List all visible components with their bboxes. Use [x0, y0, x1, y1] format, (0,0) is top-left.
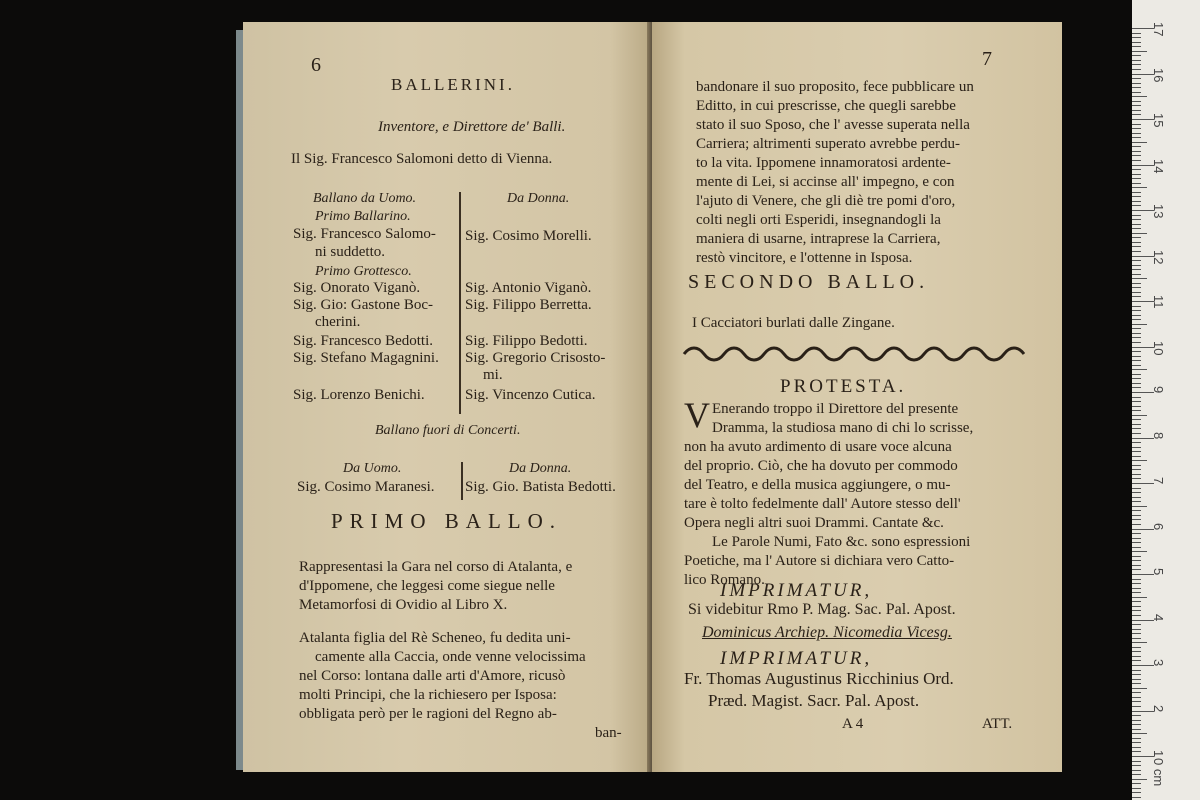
ruler-number: 2 [1151, 704, 1166, 712]
at-line-6: ban- [595, 725, 622, 741]
ruler-tick [1132, 64, 1141, 65]
pb-line-1: Rappresentasi la Gara nel corso di Atalanta, e [299, 559, 573, 575]
body-line-10: restò vincitore, e l'ottenne in Isposa. [696, 250, 913, 266]
ruler-number: 10 [1151, 340, 1166, 355]
name-l6: Sig. Lorenzo Benichi. [293, 387, 425, 403]
name-r1: Sig. Cosimo Morelli. [465, 228, 592, 244]
ruler-tick [1132, 196, 1141, 197]
ruler-tick [1132, 588, 1141, 589]
ruler-tick [1132, 242, 1141, 243]
ruler-tick [1132, 428, 1141, 429]
ruler-tick [1132, 770, 1141, 771]
ruler-tick [1132, 774, 1141, 775]
ruler-number: 4 [1151, 613, 1166, 621]
body-line-6: mente di Lei, si accinse all' impegno, e con [696, 174, 955, 190]
ruler-tick [1132, 337, 1141, 338]
ruler-tick [1132, 592, 1141, 593]
ruler-tick [1132, 656, 1141, 657]
ruler-tick [1132, 78, 1141, 79]
ruler-tick [1132, 124, 1141, 125]
ruler-tick [1132, 751, 1141, 752]
name-r6: Sig. Vincenzo Cutica. [465, 387, 596, 403]
ruler-number: 16 [1151, 67, 1166, 82]
ruler-number: 5 [1151, 568, 1166, 576]
ruler-tick [1132, 401, 1141, 402]
name-l1: Sig. Francesco Salomo- [293, 226, 436, 242]
ruler-tick [1132, 683, 1141, 684]
ruler-tick [1132, 356, 1141, 357]
ruler-tick [1132, 724, 1141, 725]
primo-grottesco: Primo Grottesco. [315, 264, 412, 279]
body-line-8: colti negli orti Esperidi, insegnandogli la [696, 212, 941, 228]
ruler-tick [1132, 137, 1141, 138]
body-line-2: Editto, in cui prescrisse, che quegli sarebbe [696, 98, 956, 114]
ruler-tick [1132, 660, 1141, 661]
ruler-tick [1132, 670, 1141, 671]
ruler-tick [1132, 542, 1141, 543]
ruler-tick [1132, 638, 1141, 639]
ruler-tick [1132, 783, 1141, 784]
ruler-tick [1132, 424, 1141, 425]
ruler-tick [1132, 451, 1141, 452]
ruler-tick [1132, 465, 1141, 466]
ruler-tick [1132, 733, 1147, 734]
ruler-tick [1132, 560, 1141, 561]
fuori-divider [461, 462, 463, 500]
ruler-tick [1132, 701, 1141, 702]
ruler-tick [1132, 433, 1141, 434]
ruler-tick [1132, 383, 1141, 384]
ruler-tick [1132, 488, 1141, 489]
ruler-tick [1132, 738, 1141, 739]
ruler-tick [1132, 265, 1141, 266]
ruler-tick [1132, 515, 1141, 516]
ruler-tick [1132, 469, 1141, 470]
protesta-line-3: non ha avuto ardimento di usare voce alcuna [684, 439, 952, 455]
ruler-tick [1132, 105, 1141, 106]
signature-mark: A 4 [842, 716, 864, 732]
ruler-tick [1132, 151, 1141, 152]
ruler-tick [1132, 478, 1141, 479]
protesta-line-10: lico Romano. [684, 572, 765, 588]
ruler-number: 6 [1151, 522, 1166, 530]
ruler-tick [1132, 765, 1141, 766]
ruler-tick [1132, 610, 1141, 611]
ruler-tick [1132, 761, 1141, 762]
protesta-line-6: tare è tolto fedelmente dall' Autore stesso dell' [684, 496, 961, 512]
at-line-1: Atalanta figlia del Rè Scheneo, fu dedita uni- [299, 630, 571, 646]
imprimatur-2: IMPRIMATUR, [720, 648, 873, 669]
ruler-tick [1132, 387, 1141, 388]
body-line-3: stato il suo Sposo, che l' avesse superata nella [696, 117, 970, 133]
ruler-tick [1132, 360, 1141, 361]
ruler-tick [1132, 369, 1147, 370]
ruler-tick [1132, 747, 1141, 748]
ruler-tick [1132, 169, 1141, 170]
col-left-head: Ballano da Uomo. [313, 191, 417, 206]
ornament-band [680, 344, 1025, 364]
ruler-tick [1132, 96, 1147, 97]
ruler-tick [1132, 110, 1141, 111]
ruler-tick [1132, 779, 1147, 780]
name-l1b: ni suddetto. [315, 244, 385, 260]
ruler-tick [1132, 501, 1141, 502]
protesta-line-8: Le Parole Numi, Fato &c. sono espressioni [712, 534, 971, 550]
imprimatur-2-line-1: Fr. Thomas Augustinus Ricchinius Ord. [684, 669, 954, 688]
ruler-tick [1132, 442, 1141, 443]
ruler-number: 1 [1151, 750, 1166, 758]
body-line-1: bandonare il suo proposito, fece pubblicare un [696, 79, 974, 95]
ruler-tick [1132, 720, 1141, 721]
name-r4: Sig. Filippo Bedotti. [465, 333, 588, 349]
protesta-line-4: del proprio. Ciò, che ha dovuto per commodo [684, 458, 958, 474]
ruler-tick [1132, 92, 1141, 93]
ruler-tick [1132, 674, 1141, 675]
ruler-tick [1132, 128, 1141, 129]
imprimatur-2-line-2: Præd. Magist. Sacr. Pal. Apost. [708, 691, 920, 710]
heading-ballerini: BALLERINI. [391, 75, 515, 94]
name-l5: Sig. Stefano Magagnini. [293, 350, 439, 366]
protesta-line-9: Poetiche, ma l' Autore si dichiara vero Catto- [684, 553, 955, 569]
name-l3b: cherini. [315, 314, 361, 330]
ruler-tick [1132, 178, 1141, 179]
ruler-tick [1132, 447, 1141, 448]
primo-ballo-heading: PRIMO BALLO. [331, 509, 563, 533]
name-l4: Sig. Francesco Bedotti. [293, 333, 433, 349]
ruler-tick [1132, 519, 1141, 520]
fuori-right-head: Da Donna. [509, 461, 572, 476]
ruler-number: 14 [1151, 158, 1166, 173]
secondo-ballo-heading: SECONDO BALLO. [688, 271, 930, 293]
ruler-tick [1132, 183, 1141, 184]
ruler-tick [1132, 160, 1141, 161]
ruler-tick [1132, 201, 1141, 202]
ruler-tick [1132, 333, 1141, 334]
ruler-tick [1132, 474, 1141, 475]
measurement-ruler [1132, 0, 1200, 800]
fuori-right-name: Sig. Gio. Batista Bedotti. [465, 479, 616, 495]
ruler-tick [1132, 342, 1141, 343]
ruler-tick [1132, 692, 1141, 693]
ruler-tick [1132, 192, 1141, 193]
at-line-3: nel Corso: lontana dalle arti d'Amore, ricusò [299, 668, 566, 684]
fuori-left-name: Sig. Cosimo Maranesi. [297, 479, 435, 495]
fuori-heading: Ballano fuori di Concerti. [375, 423, 521, 438]
ruler-tick [1132, 706, 1141, 707]
ruler-tick [1132, 251, 1141, 252]
right-page [652, 22, 1062, 772]
body-line-9: maniera di usarne, intraprese la Carriera, [696, 231, 941, 247]
ruler-tick [1132, 142, 1147, 143]
subheading: Inventore, e Direttore de' Balli. [378, 119, 566, 135]
protesta-line-2: Dramma, la studiosa mano di chi lo scrisse, [712, 420, 974, 436]
ruler-tick [1132, 788, 1141, 789]
ruler-tick [1132, 460, 1147, 461]
ruler-tick [1132, 492, 1141, 493]
ruler-tick [1132, 46, 1141, 47]
imprimatur-1-signature: Dominicus Archiep. Nicomedia Vicesg. [702, 624, 952, 641]
ruler-tick [1132, 629, 1141, 630]
ruler-tick [1132, 114, 1141, 115]
ruler-tick [1132, 246, 1141, 247]
ruler-tick [1132, 506, 1147, 507]
page-number: 7 [982, 48, 992, 70]
ruler-tick [1132, 524, 1141, 525]
page-number: 6 [311, 54, 321, 76]
ruler-tick [1132, 510, 1141, 511]
ruler-tick [1132, 533, 1141, 534]
protesta-line-5: del Teatro, e della musica aggiungere, o mu- [684, 477, 951, 493]
name-r5: Sig. Gregorio Crisosto- [465, 350, 606, 366]
ruler-tick [1132, 597, 1147, 598]
name-l2: Sig. Onorato Viganò. [293, 280, 421, 296]
ruler-tick [1132, 378, 1141, 379]
at-line-4: molti Principi, che la richiesero per Isposa: [299, 687, 557, 703]
ruler-tick [1132, 797, 1141, 798]
body-line-5: to la vita. Ippomene innamoratosi ardente- [696, 155, 951, 171]
imprimatur-1: IMPRIMATUR, [720, 580, 873, 601]
ruler-number: 3 [1151, 659, 1166, 667]
ruler-tick [1132, 569, 1141, 570]
ruler-tick [1132, 42, 1141, 43]
column-divider [459, 192, 461, 414]
ruler-tick [1132, 606, 1141, 607]
ruler-tick [1132, 633, 1141, 634]
ruler-tick [1132, 547, 1141, 548]
ruler-tick [1132, 729, 1141, 730]
ruler-number: 8 [1151, 431, 1166, 439]
ruler-tick [1132, 37, 1141, 38]
ruler-tick [1132, 219, 1141, 220]
ruler-tick [1132, 205, 1141, 206]
pb-line-3: Metamorfosi di Ovidio al Libro X. [299, 597, 508, 613]
ruler-number: 7 [1151, 477, 1166, 485]
protesta-heading: PROTESTA. [780, 376, 907, 397]
ruler-tick [1132, 260, 1141, 261]
ruler-tick [1132, 410, 1141, 411]
ruler-tick [1132, 688, 1147, 689]
ruler-tick [1132, 224, 1141, 225]
ruler-unit: 0 cm [1151, 758, 1166, 787]
ruler-tick [1132, 174, 1141, 175]
ruler-number: 17 [1151, 22, 1166, 37]
col-right-head: Da Donna. [507, 191, 570, 206]
protesta-line-1: Enerando troppo il Direttore del presente [712, 401, 959, 417]
primo-ballarino: Primo Ballarino. [315, 209, 411, 224]
ruler-tick [1132, 55, 1141, 56]
ruler-tick [1132, 87, 1141, 88]
drop-cap: V [684, 395, 710, 435]
ruler-tick [1132, 324, 1147, 325]
ruler-tick [1132, 374, 1141, 375]
ruler-tick [1132, 155, 1141, 156]
protesta-line-7: Opera negli altri suoi Drammi. Cantate &c. [684, 515, 944, 531]
ruler-tick [1132, 419, 1141, 420]
ruler-tick [1132, 397, 1141, 398]
ruler-tick [1132, 456, 1141, 457]
ruler-number: 15 [1151, 113, 1166, 128]
ruler-tick [1132, 146, 1141, 147]
imprimatur-1-line: Si videbitur Rmo P. Mag. Sac. Pal. Apost. [688, 601, 956, 618]
ruler-tick [1132, 601, 1141, 602]
ruler-number: 12 [1151, 249, 1166, 264]
ruler-tick [1132, 237, 1141, 238]
ruler-tick [1132, 556, 1141, 557]
ruler-tick [1132, 679, 1141, 680]
at-line-2: camente alla Caccia, onde venne velocissima [315, 649, 586, 665]
ruler-tick [1132, 792, 1141, 793]
ruler-tick [1132, 278, 1147, 279]
ruler-tick [1132, 228, 1141, 229]
ruler-tick [1132, 406, 1141, 407]
pb-line-2: d'Ippomene, che leggesi come siegue nelle [299, 578, 555, 594]
ruler-tick [1132, 296, 1141, 297]
ruler-tick [1132, 351, 1141, 352]
director-line: Il Sig. Francesco Salomoni detto di Vienna. [291, 151, 553, 167]
ruler-tick [1132, 642, 1147, 643]
name-r3: Sig. Filippo Berretta. [465, 297, 592, 313]
ruler-tick [1132, 133, 1141, 134]
ruler-tick [1132, 615, 1141, 616]
ruler-tick [1132, 269, 1141, 270]
fuori-left-head: Da Uomo. [343, 461, 402, 476]
ruler-tick [1132, 33, 1141, 34]
ruler-tick [1132, 306, 1141, 307]
ruler-tick [1132, 310, 1141, 311]
name-l3: Sig. Gio: Gastone Boc- [293, 297, 433, 313]
at-line-5: obbligata però per le ragioni del Regno ab- [299, 706, 557, 722]
ruler-tick [1132, 697, 1141, 698]
ruler-tick [1132, 624, 1141, 625]
ruler-tick [1132, 551, 1147, 552]
ruler-number: 11 [1151, 295, 1166, 309]
ruler-tick [1132, 415, 1147, 416]
ruler-tick [1132, 579, 1141, 580]
ruler-tick [1132, 315, 1141, 316]
ruler-tick [1132, 647, 1141, 648]
ruler-tick [1132, 538, 1141, 539]
ruler-tick [1132, 215, 1141, 216]
ruler-tick [1132, 233, 1147, 234]
ruler-tick [1132, 101, 1141, 102]
ruler-tick [1132, 328, 1141, 329]
ruler-tick [1132, 287, 1141, 288]
ruler-tick [1132, 319, 1141, 320]
ruler-tick [1132, 60, 1141, 61]
left-page [243, 22, 651, 772]
ruler-number: 13 [1151, 204, 1166, 219]
name-r2: Sig. Antonio Viganò. [465, 280, 592, 296]
ruler-tick [1132, 715, 1141, 716]
ruler-tick [1132, 292, 1141, 293]
ruler-tick [1132, 651, 1141, 652]
catchword: ATT. [982, 716, 1013, 732]
ruler-number: 9 [1151, 386, 1166, 394]
secondo-ballo-subtitle: I Cacciatori burlati dalle Zingane. [692, 315, 895, 331]
ruler-tick [1132, 497, 1141, 498]
ruler-tick [1132, 274, 1141, 275]
ruler-tick [1132, 187, 1147, 188]
ruler-tick [1132, 51, 1147, 52]
ruler-tick [1132, 83, 1141, 84]
ruler-tick [1132, 565, 1141, 566]
name-r5b: mi. [483, 367, 503, 383]
ruler-tick [1132, 583, 1141, 584]
ruler-tick [1132, 365, 1141, 366]
body-line-7: l'ajuto di Venere, che gli diè tre pomi d'oro, [696, 193, 956, 209]
ruler-tick [1132, 742, 1141, 743]
ruler-tick [1132, 69, 1141, 70]
ruler-tick [1132, 283, 1141, 284]
body-line-4: Carriera; altrimenti superato avrebbe perdu- [696, 136, 961, 152]
